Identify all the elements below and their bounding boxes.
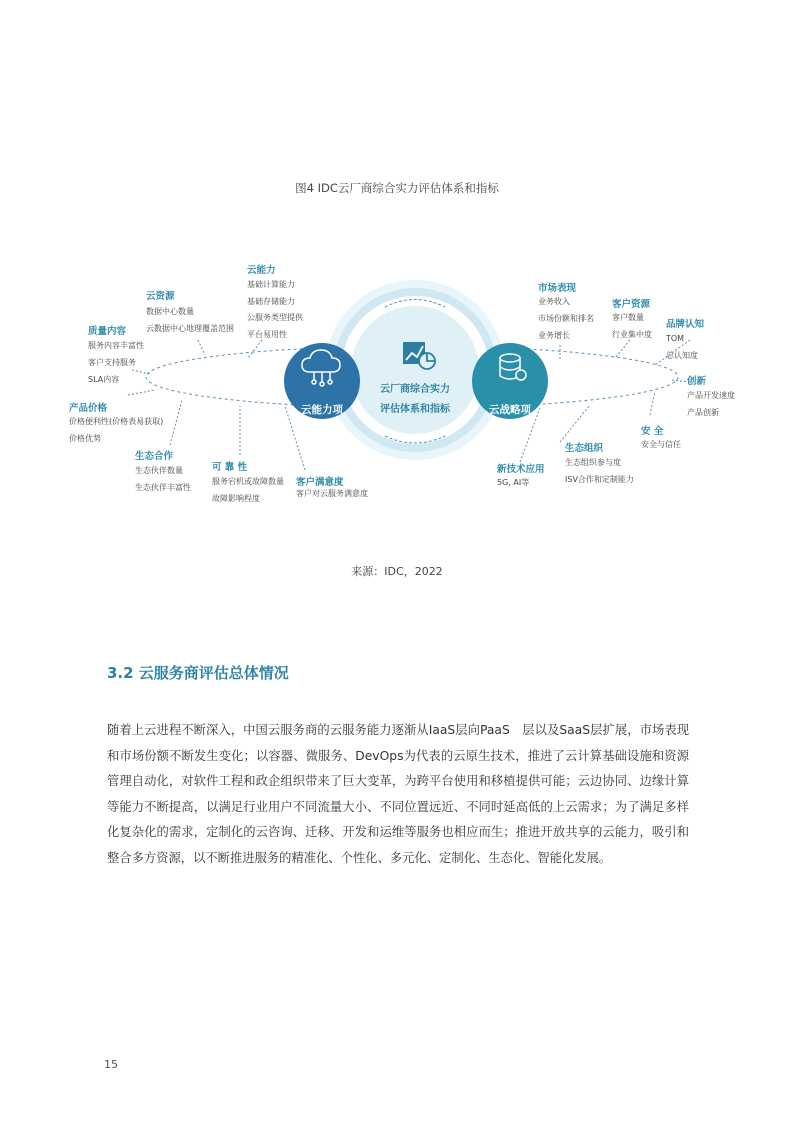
node-item: 市场份额和排名 (538, 314, 594, 323)
node-new-tech: 新技术应用 (497, 464, 545, 475)
node-quality: 质量内容 (88, 326, 127, 337)
figure-title: 图4 IDC云厂商综合实力评估体系和指标 (295, 181, 499, 195)
node-item: 平台易用性 (247, 330, 287, 339)
node-item: 生态伙伴丰富性 (135, 483, 191, 492)
node-item: 故障影响程度 (212, 494, 260, 503)
node-innovation: 创新 (687, 376, 707, 387)
node-item: 业务收入 (538, 297, 570, 306)
node-item: 公服务类型提供 (247, 313, 303, 322)
node-brand: 品牌认知 (666, 319, 705, 330)
node-cloud-capability: 云能力 (247, 265, 276, 276)
right-hub-label: 云战略项 (489, 404, 531, 416)
node-customer-resource: 客户资源 (612, 299, 651, 310)
node-item: 生态伙伴数量 (135, 466, 183, 475)
node-item: 服务内容丰富性 (88, 341, 144, 350)
node-item: 5G, AI等 (497, 478, 530, 487)
node-price: 产品价格 (69, 403, 108, 414)
node-item: 价格便利性(价格表易获取) (69, 417, 164, 426)
node-eco-org: 生态组织 (565, 443, 604, 454)
node-satisfaction: 客户满意度 (296, 477, 344, 488)
node-item: TOM (666, 334, 685, 343)
node-item: 总认知度 (666, 351, 698, 360)
node-item: 客户对云服务满意度 (296, 489, 368, 498)
node-item: 服务宕机或故障数量 (212, 477, 284, 486)
node-item: 价格优势 (69, 434, 101, 443)
figure-source: 来源：IDC，2022 (351, 565, 443, 578)
node-item: 客户数量 (612, 313, 644, 322)
node-item: 产品创新 (687, 408, 719, 417)
node-item: SLA内容 (88, 375, 120, 384)
node-market: 市场表现 (538, 283, 577, 294)
center-label-line1: 云厂商综合实力 (380, 384, 450, 395)
node-item: 业务增长 (538, 331, 570, 340)
node-item: 生态组织参与度 (565, 458, 621, 467)
node-item: 数据中心数量 (146, 307, 194, 316)
node-security: 安 全 (641, 426, 664, 437)
node-item: 安全与信任 (641, 440, 681, 449)
center-label-line2: 评估体系和指标 (380, 404, 450, 415)
node-item: 产品开发速度 (687, 391, 735, 400)
node-cloud-resource: 云资源 (146, 291, 175, 302)
left-hub-label: 云能力项 (301, 404, 343, 416)
node-item: 云数据中心地理覆盖范围 (146, 324, 234, 333)
node-eco-cooperation: 生态合作 (135, 451, 174, 462)
node-item: ISV合作和定制能力 (565, 475, 634, 484)
body-paragraph: 随着上云进程不断深入，中国云服务商的云服务能力逐渐从IaaS层向PaaS 层以及SaaS层扩展，市场表现和市场份额不断发生变化；以容器、微服务、DevOps为代表的云原生技术，推进了云计算基础设施和资源管理自动化，对软件工程和政企组织带来了巨大变革，为跨平台使用和移植提供可能；云边协同、边缘计算等能力不断提高，以满足行业用户不同流量大小、不同位置远近、不同时延高低的上云需求；为了满足多样化复杂化的需求，定制化的云咨询、迁移、开发和运维等服务也相应而生；推进开放共享的云能力，吸引和整合多方资源，以不断推进服务的精准化、个性化、多元化、定制化、生态化、智能化发展。 (107, 723, 689, 865)
section-title: 3.2 云服务商评估总体情况 (107, 664, 289, 682)
page-number: 15 (104, 1058, 118, 1071)
node-item: 基础存储能力 (247, 297, 295, 306)
node-item: 基础计算能力 (247, 280, 295, 289)
node-item: 行业集中度 (612, 330, 652, 339)
node-item: 客户支持服务 (88, 358, 136, 367)
node-reliability: 可 靠 性 (212, 462, 248, 473)
evaluation-diagram (0, 240, 794, 540)
